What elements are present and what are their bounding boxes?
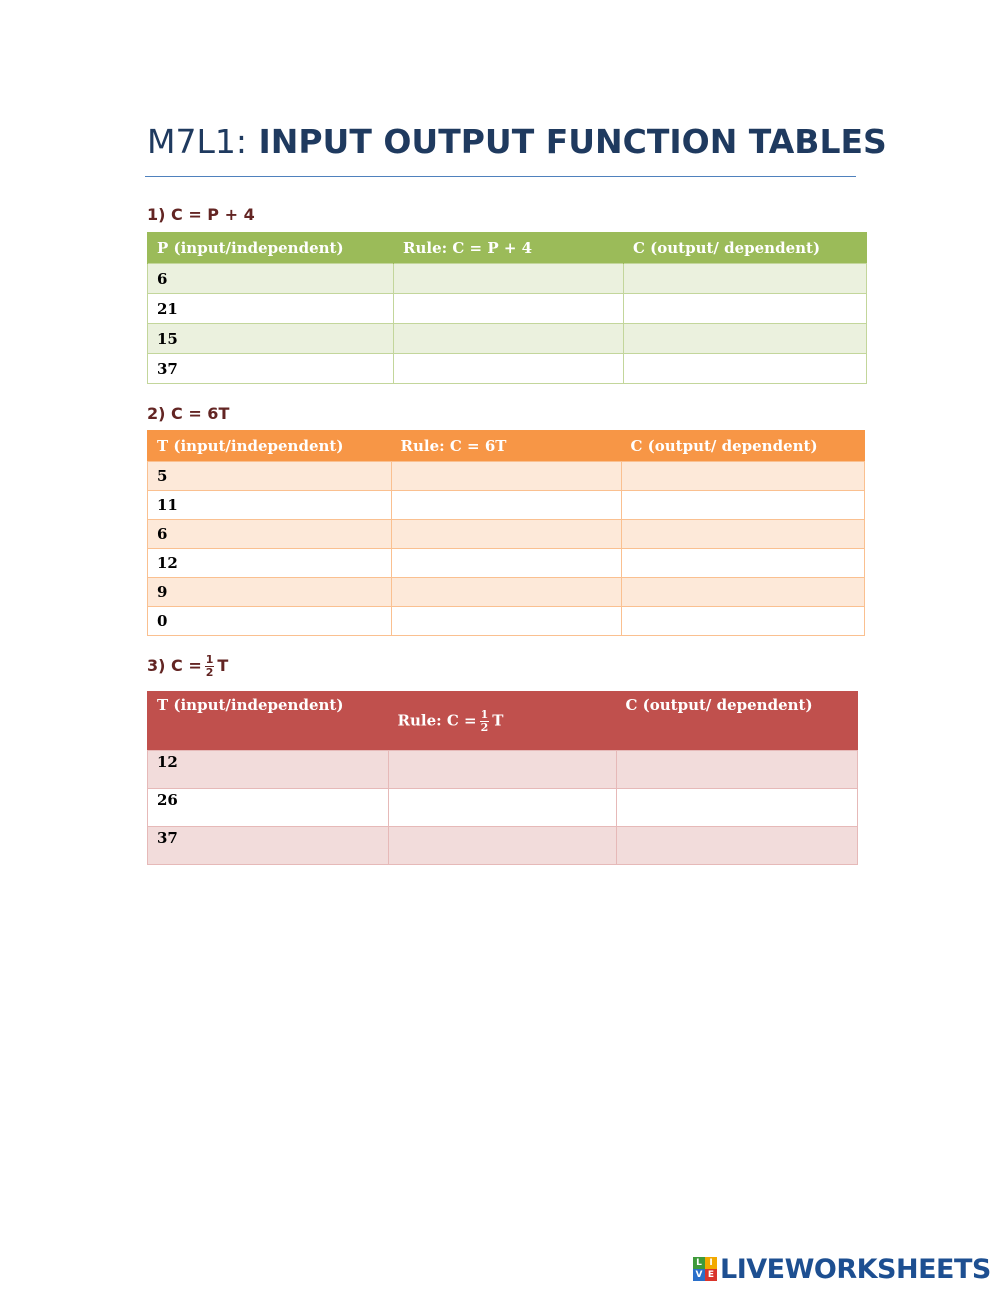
output-answer-cell[interactable] [617,789,858,827]
one-half-fraction [205,654,215,679]
rule-answer-cell[interactable] [394,354,624,384]
table-row [148,324,867,354]
fraction-numerator: 1 [205,653,214,666]
table-row [148,549,865,578]
output-answer-cell[interactable] [622,549,865,578]
title-text: INPUT OUTPUT FUNCTION TABLES [258,122,887,161]
rule-answer-cell[interactable] [394,264,624,294]
output-answer-cell[interactable] [624,324,867,354]
one-half-fraction [480,709,490,734]
rule-answer-cell[interactable] [392,607,622,636]
question-1-label: 1) C = P + 4 [147,205,255,224]
output-header: C (output/ dependent) [622,431,865,462]
lesson-code: M7L1: [147,122,247,161]
rule-answer-cell[interactable] [389,751,617,789]
rule-answer-cell[interactable] [392,520,622,549]
table-row [148,578,865,607]
output-answer-cell[interactable] [622,491,865,520]
output-answer-cell[interactable] [624,354,867,384]
table-header-row [148,233,867,264]
rule-answer-cell[interactable] [394,294,624,324]
output-answer-cell[interactable] [617,827,858,865]
question-3-label [147,654,228,679]
rule-header [389,692,617,751]
rule-answer-cell[interactable] [392,549,622,578]
input-header: P (input/independent) [148,233,394,264]
label-prefix: 3) C = [147,656,202,675]
rule-answer-cell[interactable] [389,789,617,827]
rule-prefix: Rule: C = [397,711,477,729]
input-value: 21 [148,294,394,324]
table-row [148,294,867,324]
rule-answer-cell[interactable] [392,462,622,491]
table-row [148,520,865,549]
function-table-2 [147,430,865,636]
liveworksheets-logo [693,1254,991,1284]
output-header: C (output/ dependent) [624,233,867,264]
input-header: T (input/independent) [148,431,392,462]
logo-text: LIVEWORKSHEETS [720,1253,991,1285]
rule-header: Rule: C = P + 4 [394,233,624,264]
output-answer-cell[interactable] [624,294,867,324]
output-answer-cell[interactable] [622,578,865,607]
function-table-1 [147,232,867,384]
rule-answer-cell[interactable] [394,324,624,354]
output-answer-cell[interactable] [622,520,865,549]
title-underline [145,176,856,177]
input-header: T (input/independent) [148,692,389,751]
input-value: 0 [148,607,392,636]
output-answer-cell[interactable] [622,462,865,491]
input-value: 15 [148,324,394,354]
rule-answer-cell[interactable] [392,491,622,520]
table-row [148,354,867,384]
output-answer-cell[interactable] [624,264,867,294]
table-row [148,607,865,636]
table-header-row [148,692,858,751]
fraction-denominator: 2 [205,666,214,679]
rule-header: Rule: C = 6T [392,431,622,462]
label-suffix: T [217,656,229,675]
input-value: 12 [148,549,392,578]
input-value: 6 [148,264,394,294]
rule-answer-cell[interactable] [392,578,622,607]
table-header-row [148,431,865,462]
fraction-numerator: 1 [480,707,489,721]
input-value: 6 [148,520,392,549]
page-title [147,122,887,161]
input-value: 9 [148,578,392,607]
rule-suffix: T [492,711,504,729]
input-value: 37 [148,354,394,384]
question-2-label: 2) C = 6T [147,404,230,423]
logo-icon: L I V E [693,1257,717,1281]
table-row [148,751,858,789]
input-value: 5 [148,462,392,491]
input-value: 12 [148,751,389,789]
input-value: 37 [148,827,389,865]
table-row [148,789,858,827]
input-value: 26 [148,789,389,827]
output-answer-cell[interactable] [622,607,865,636]
output-header: C (output/ dependent) [617,692,858,751]
output-answer-cell[interactable] [617,751,858,789]
input-value: 11 [148,491,392,520]
function-table-3 [147,691,858,865]
rule-answer-cell[interactable] [389,827,617,865]
table-row [148,264,867,294]
table-row [148,491,865,520]
fraction-denominator: 2 [480,720,489,734]
table-row [148,827,858,865]
table-row [148,462,865,491]
